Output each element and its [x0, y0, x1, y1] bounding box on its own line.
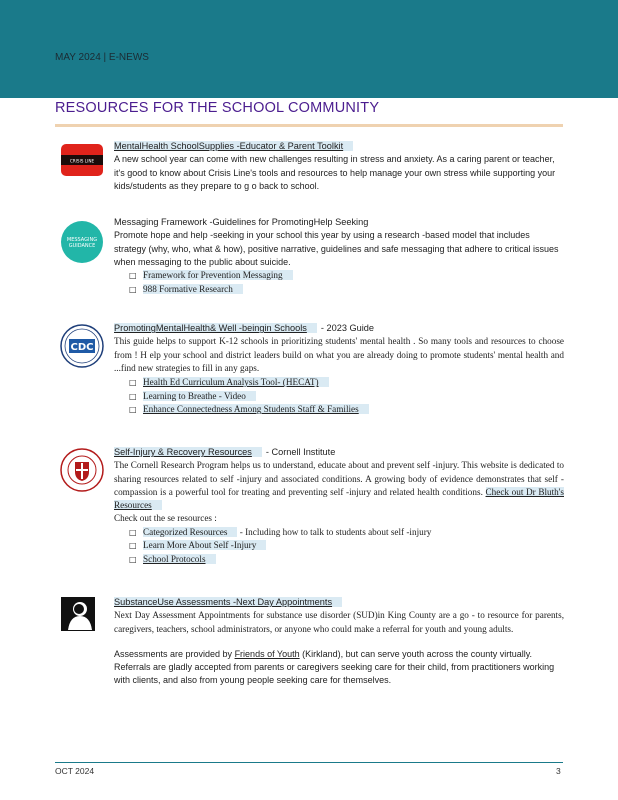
title-suffix: - 2023 Guide: [320, 323, 374, 333]
dr-bluth-resources-link[interactable]: Check out Dr Bluth's Resources: [114, 486, 564, 511]
bullet-icon: □: [129, 378, 137, 388]
page-number: 3: [556, 766, 561, 776]
header-band: [0, 0, 618, 98]
link-list-item[interactable]: □ Health Ed Curriculum Analysis Tool- (HECAT): [129, 376, 564, 389]
resource-subtext: Check out the se resources :: [114, 513, 217, 524]
resource-title-link[interactable]: PromotingMentalHealth& Well -beingin Schools: [114, 323, 317, 333]
bullet-icon: □: [129, 554, 137, 564]
section-title: RESOURCES FOR THE SCHOOL COMMUNITY: [55, 100, 380, 116]
cornell-university-seal-icon: [60, 448, 104, 492]
resource-description: The Cornell Research Program helps us to understand, educate about and prevent self -injury. This website is dedicated to sharing resources related to self -injury and associated conditions. A growing body of evidence demonstrates that self -compassion is a powerful tool for treating and preventing self -injury and related health conditions. Check out Dr Bluth's Resources: [114, 460, 564, 511]
title-suffix: - Cornell Institute: [265, 447, 336, 457]
link-list-item[interactable]: □ Learning to Breathe - Video: [129, 390, 564, 403]
svg-text:GUIDANCE: GUIDANCE: [68, 243, 96, 249]
resource-description: Next Day Assessment Appointments for substance use disorder (SUD)in King County are a go - to resource for parents, caregivers, teachers, school administrators, or anyone who could make a referral for youth and young adults.: [114, 610, 564, 634]
footer-date: OCT 2024: [55, 766, 95, 776]
cdc-logo-icon: [60, 324, 104, 368]
friends-of-youth-link[interactable]: Friends of Youth: [234, 648, 300, 659]
link-list-item[interactable]: □ 988 Formative Research: [129, 283, 564, 296]
enews-label: MAY 2024 | E-NEWS: [55, 52, 149, 63]
bullet-icon: □: [129, 391, 137, 401]
resource-title-link[interactable]: MentalHealth SchoolSupplies -Educator & Parent Toolkit: [114, 140, 564, 153]
resource-title-link[interactable]: Self-Injury & Recovery Resources: [114, 447, 262, 457]
resource-title: Messaging Framework -Guidelines for PromotingHelp Seeking: [114, 217, 369, 227]
svg-text:CRISIS LINE: CRISIS LINE: [69, 158, 95, 164]
bullet-icon: □: [129, 541, 137, 551]
resource-description-2: Assessments are provided by Friends of Youth (Kirkland), but can serve youth across the county virtually. Referrals are gladly accepted from parents or caregivers seeking care for their child, from practitioners working with clients, and also from young people seeking care for themselves.: [114, 648, 555, 686]
bullet-icon: □: [129, 271, 137, 281]
bullet-icon: □: [129, 527, 137, 537]
svg-text:CDC: CDC: [70, 342, 94, 353]
messaging-guidance-icon: [60, 220, 104, 264]
link-list-item[interactable]: □ School Protocols: [129, 553, 564, 566]
section-divider: [55, 124, 563, 127]
bullet-icon: □: [129, 405, 137, 414]
svg-text:MESSAGING: MESSAGING: [66, 237, 98, 243]
youth-silhouette-icon: [60, 596, 104, 640]
resource-title-link[interactable]: SubstanceUse Assessments -Next Day Appointments: [114, 596, 564, 609]
link-list-item[interactable]: □ Learn More About Self -Injury: [129, 539, 564, 552]
link-list-item[interactable]: □ Enhance Connectedness Among Students Staff & Families: [129, 403, 564, 416]
footer-divider: [55, 762, 563, 763]
resource-description: This guide helps to support K-12 schools in prioritizing students' mental health . So many tools and resources to choose from ! H elp your school and district leaders build on what you are already doing to promote students' mental health and ...find new strategies to fill in any gaps.: [114, 336, 564, 373]
bullet-icon: □: [129, 284, 137, 294]
resource-description: Promote hope and help -seeking in your school this year by using a research -based model that includes strategy (why, who, what & how), positive narrative, guidelines and safe messaging that adhere to critical issues when messaging to the public about suicide.: [114, 230, 559, 267]
link-list-item[interactable]: □ Categorized Resources - Including how to talk to students about self -injury: [129, 526, 564, 539]
link-list-item[interactable]: □ Framework for Prevention Messaging: [129, 269, 564, 282]
crisis-line-phone-icon: [60, 143, 104, 187]
resource-description: A new school year can come with new challenges resulting in stress and anxiety. As a caring parent or teacher, it's good to know about Crisis Line's tools and resources to help manage your own stress while supporting your kids/students as they prepare to g o back to school.: [114, 154, 556, 191]
